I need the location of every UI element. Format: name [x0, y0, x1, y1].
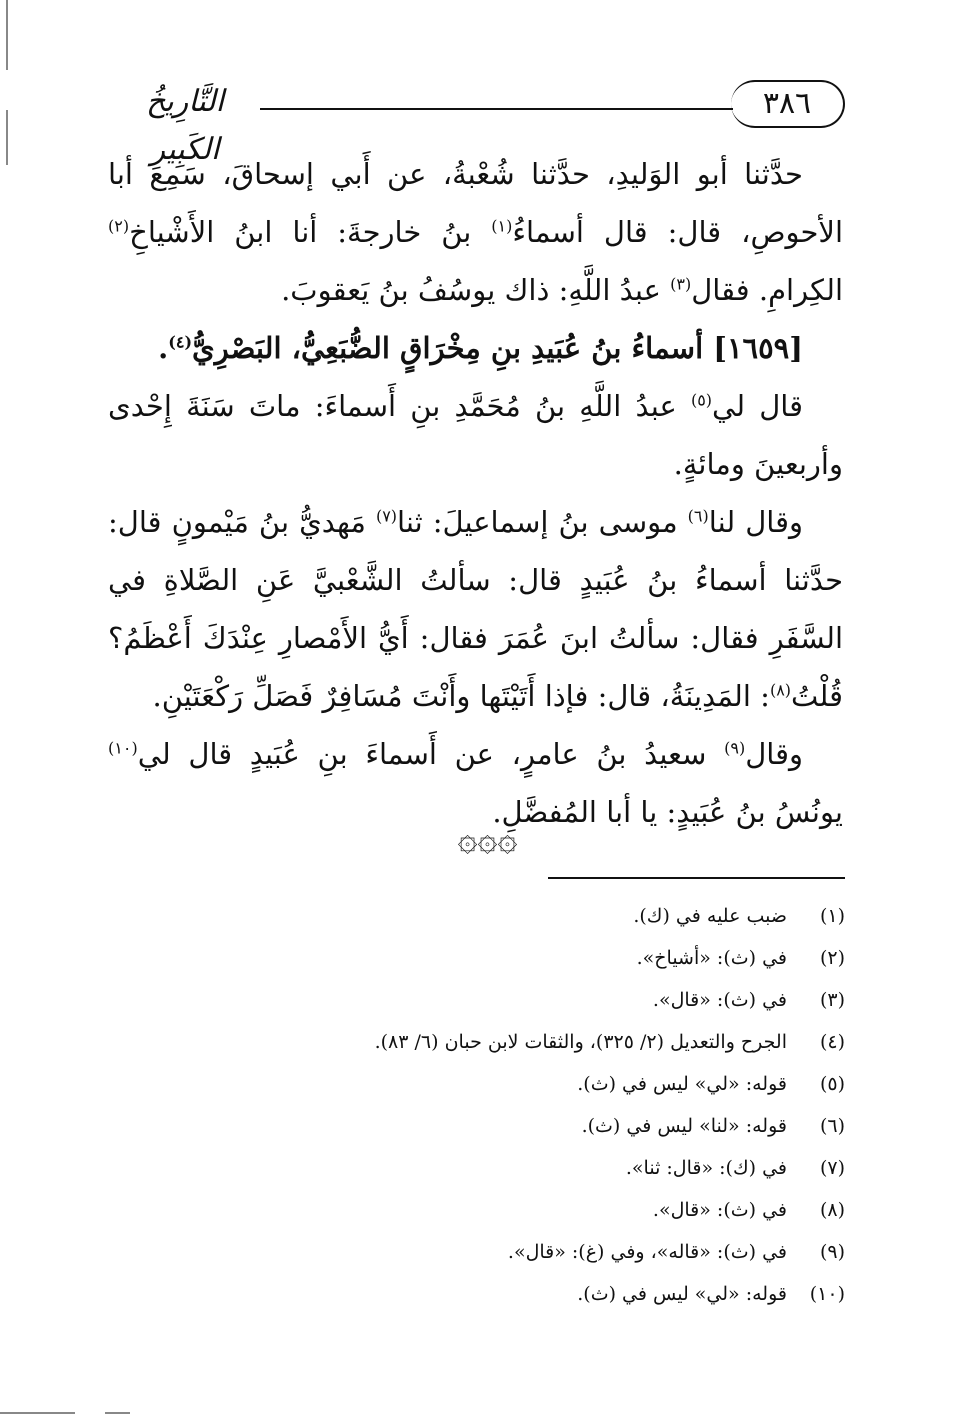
footnote-item — [245, 979, 845, 1021]
paragraph — [108, 145, 843, 319]
footnote-number: (٣) — [819, 989, 845, 1011]
text-run: وقال لنا — [708, 505, 803, 539]
paragraph — [108, 493, 843, 725]
text-run: عبدُ اللَّهِ: ذاك يوسُفُ بنُ يَعقوبَ. — [281, 273, 671, 307]
text-run: موسى بنُ إسماعيلَ: ثنا — [397, 505, 688, 539]
book-title: التَّارِيخُ الكَبِير — [146, 84, 224, 167]
footnote-ref: (٧) — [375, 506, 398, 526]
footnote-item — [245, 1189, 845, 1231]
footnote-text: في (ث): «قال». — [652, 1199, 787, 1221]
text-run: قال لي — [712, 389, 803, 423]
footnote-ref: (٨) — [769, 680, 792, 700]
scan-edge-mark — [6, 0, 8, 70]
text-run: سعيدُ بنُ عامرٍ، عن أَسماءَ بنِ عُبَيدٍ قال لي — [137, 737, 725, 771]
text-run: بنُ خارجةَ: أنا ابنُ الأَشْياخِ — [129, 215, 492, 249]
footnote-ref: (١) — [491, 216, 513, 236]
text-run: قال أسماءُ — [512, 215, 648, 249]
footnote-text: قوله: «لنا» ليس في (ث). — [581, 1115, 787, 1137]
footnote-text: في (ث): «قال». — [652, 989, 787, 1011]
footnote-number: (١٠) — [809, 1283, 845, 1305]
footnote-number: (٩) — [819, 1241, 845, 1263]
page-number: ٣٨٦ — [731, 80, 845, 128]
text-run: يونُسُ بنُ عُبَيدٍ: يا أبا المُفضَّلِ. — [492, 795, 843, 829]
entry-heading — [108, 319, 843, 377]
footnote-item — [245, 1105, 845, 1147]
footnote-text: الجرح والتعديل (٢/ ٣٢٥)، والثقات لابن حبان (٦/ ٨٣). — [374, 1031, 787, 1053]
main-text — [108, 145, 843, 841]
text-run: مَهديُّ بنُ مَيْمونٍ قال: حدَّثنا أسماءُ بنُ عُبَيدٍ قال: سألتُ الشَّعْبيَّ عَنِ الصَّلاةِ في السَّفَرِ فقال: سألتُ ابنَ عُمَرَ فقال: أَيُّ الأَمْصارِ عِنْدَكَ أَعْظَمُ؟ قُلْتُ — [108, 505, 843, 713]
footnote-separator — [548, 877, 845, 879]
footnote-number: (٦) — [819, 1115, 845, 1137]
footnote-item — [245, 937, 845, 979]
footnote-number: (٤) — [819, 1031, 845, 1053]
text-run: الكِرامِ. فقال — [691, 273, 843, 307]
footnote-text: قوله: «لي» ليس في (ث). — [577, 1073, 787, 1095]
footnote-number: (٥) — [819, 1073, 845, 1095]
footnote-item — [245, 895, 845, 937]
footnotes — [245, 895, 845, 1315]
scan-bottom-mark — [105, 1412, 130, 1414]
footnote-ref: (١٠) — [108, 738, 138, 758]
footnote-text: ضبب عليه في (ك). — [633, 905, 787, 927]
footnote-item — [245, 1147, 845, 1189]
footnote-number: (٧) — [819, 1157, 845, 1179]
section-ornament-icon: ۞۞۞ — [457, 819, 518, 859]
footnote-number: (١) — [819, 905, 845, 927]
footnote-text: في (ك): «قال: ثنا». — [625, 1157, 787, 1179]
scan-edge-mark — [6, 110, 8, 165]
text-run: حدَّثنا أبو الوَليدِ، حدَّثنا شُعْبةُ، عن أَبي إسحاقَ، سَمِعَ أبا الأحوصِ، قال: — [108, 157, 844, 249]
text-run: : المَدِينَةُ، قال: فإذا أَتَيْتَها وأَنْتَ مُسَافِرٌ فَصَلِّ رَكْعَتَيْنِ. — [152, 679, 770, 713]
scan-bottom-mark — [0, 1412, 75, 1414]
text-run: عبدُ اللَّهِ بنُ مُحَمَّدِ بنِ أَسماءَ: ماتَ سَنَةَ إِحْدى وأربعينَ ومائةٍ. — [108, 389, 843, 481]
footnote-ref: (٣) — [670, 274, 692, 294]
footnote-text: في (ث): «قاله»، وفي (غ): «قال». — [507, 1241, 787, 1263]
footnote-ref: (٤) — [168, 332, 193, 352]
footnote-item — [245, 1231, 845, 1273]
footnote-number: (٢) — [819, 947, 845, 969]
footnote-number: (٨) — [819, 1199, 845, 1221]
header-rule — [260, 108, 733, 110]
text-run: وقال — [745, 737, 803, 771]
footnote-ref: (٩) — [724, 738, 746, 758]
footnote-item — [245, 1063, 845, 1105]
entry-title: [١٦٥٩] أسماءُ بنُ عُبَيدِ بنِ مِخْرَاقٍ الضُّبَعِيُّ، البَصْرِيُّ — [192, 331, 803, 365]
footnote-ref: (٥) — [690, 390, 713, 410]
text-run: . — [158, 331, 169, 365]
running-header — [110, 78, 845, 167]
footnote-ref: (٦) — [687, 506, 709, 526]
footnote-text: في (ث): «أشياخ». — [636, 947, 787, 969]
footnote-item — [245, 1273, 845, 1315]
paragraph — [108, 377, 843, 493]
footnote-ref: (٢) — [108, 216, 130, 236]
footnote-text: قوله: «لي» ليس في (ث). — [577, 1283, 787, 1305]
footnote-item — [245, 1021, 845, 1063]
